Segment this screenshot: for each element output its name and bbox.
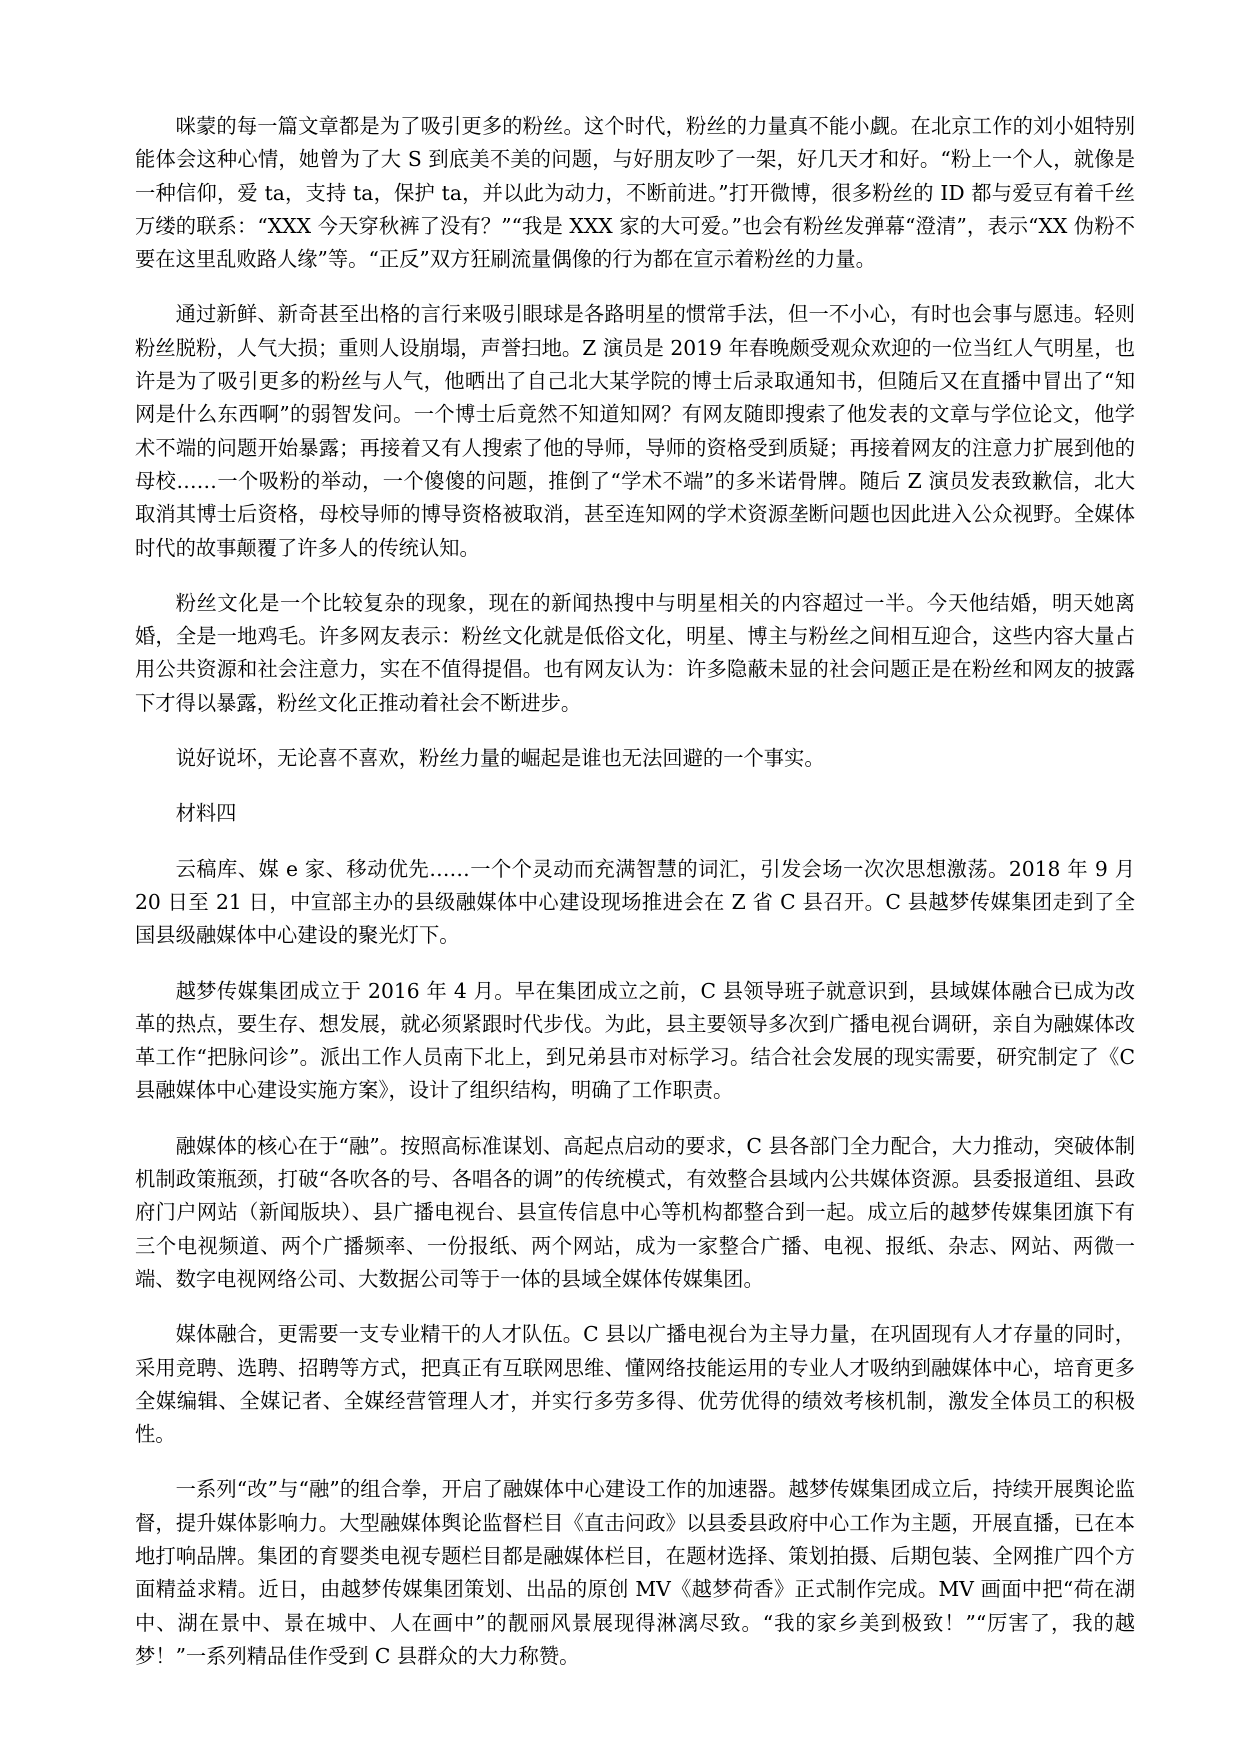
paragraph-integration-core: 融媒体的核心在于“融”。按照高标准谋划、高起点启动的要求，C 县各部门全力配合，大力推动，突破体制机制政策瓶颈，打破“各吹各的号、各唱各的调”的传统模式，有效整合县域内公共媒体资源。县委报道组、县政府门户网站（新闻版块）、县广播电视台、县宣传信息中心等机构都整合到一起。成立后的越梦传媒集团旗下有三个电视频道、两个广播频率、一份报纸、两个网站，成为一家整合广播、电视、报纸、杂志、网站、两微一端、数字电视网络公司、大数据公司等于一体的县域全媒体传媒集团。 [135, 1133, 1135, 1291]
paragraph-fan-culture: 粉丝文化是一个比较复杂的现象，现在的新闻热搜中与明星相关的内容超过一半。今天他结婚，明天她离婚，全是一地鸡毛。许多网友表示：粉丝文化就是低俗文化，明星、博主与粉丝之间相互迎合，这些内容大量占用公共资源和社会注意力，实在不值得提倡。也有网友认为：许多隐蔽未显的社会问题正是在粉丝和网友的披露下才得以暴露，粉丝文化正推动着社会不断进步。 [135, 590, 1135, 715]
section-title: 材料四 [175, 801, 237, 826]
paragraph-achievements: 一系列“改”与“融”的组合拳，开启了融媒体中心建设工作的加速器。越梦传媒集团成立后，持续开展舆论监督，提升媒体影响力。大型融媒体舆论监督栏目《直击问政》以县委县政府中心工作为主题，开展直播，已在本地打响品牌。集团的育婴类电视专题栏目都是融媒体栏目，在题材选择、策划拍摄、后期包装、全网推广四个方面精益求精。近日，由越梦传媒集团策划、出品的原创 MV《越梦荷香》正式制作完成。MV 画面中把“荷在湖中、湖在景中、景在城中、人在画中”的靓丽风景展现得淋漓尽致。“我的家乡美到极致！”“厉害了，我的越梦！”一系列精品佳作受到 C 县群众的大力称赞。 [135, 1477, 1135, 1668]
paragraph-celebrity-backfire: 通过新鲜、新奇甚至出格的言行来吸引眼球是各路明星的惯常手法，但一不小心，有时也会事与愿违。轻则粉丝脱粉，人气大损；重则人设崩塌，声誉扫地。Z 演员是 2019 年春晚颇受观众欢迎的一位当红人气明星，也许是为了吸引更多的粉丝与人气，他晒出了自己北大某学院的博士后录取通知书，但随后又在直播中冒出了“知网是什么东西啊”的弱智发问。一个博士后竟然不知道知网？有网友随即搜索了他发表的文章与学位论文，他学术不端的问题开始暴露；再接着又有人搜索了他的导师，导师的资格受到质疑；再接着网友的注意力扩展到他的母校……一个吸粉的举动，一个傻傻的问题，推倒了“学术不端”的多米诺骨牌。随后 Z 演员发表致歉信，北大取消其博士后资格，母校导师的博导资格被取消，甚至连知网的学术资源垄断问题也因此进入公众视野。全媒体时代的故事颠覆了许多人的传统认知。 [135, 302, 1135, 560]
paragraph-conclusion: 说好说坏，无论喜不喜欢，粉丝力量的崛起是谁也无法回避的一个事实。 [175, 746, 825, 771]
paragraph-fan-power: 咪蒙的每一篇文章都是为了吸引更多的粉丝。这个时代，粉丝的力量真不能小觑。在北京工作的刘小姐特别能体会这种心情，她曾为了大 S 到底美不美的问题，与好朋友吵了一架，好几天才和好。“粉上一个人，就像是一种信仰，爱 ta，支持 ta，保护 ta，并以此为动力，不断前进。”打开微博，很多粉丝的 ID 都与爱豆有着千丝万缕的联系：“XXX 今天穿秋裤了没有？”“我是 XXX 家的大可爱。”也会有粉丝发弹幕“澄清”，表示“XX 伪粉不要在这里乱败路人缘”等。“正反”双方狂刷流量偶像的行为都在宣示着粉丝的力量。 [135, 114, 1135, 272]
paragraph-talent-team: 媒体融合，更需要一支专业精干的人才队伍。C 县以广播电视台为主导力量，在巩固现有人才存量的同时，采用竞聘、选聘、招聘等方式，把真正有互联网思维、懂网络技能运用的专业人才吸纳到融媒体中心，培育更多全媒编辑、全媒记者、全媒经营管理人才，并实行多劳多得、优劳优得的绩效考核机制，激发全体员工的积极性。 [135, 1322, 1135, 1447]
document-page [135, 110, 1135, 1695]
paragraph-group-founding: 越梦传媒集团成立于 2016 年 4 月。早在集团成立之前，C 县领导班子就意识到，县域媒体融合已成为改革的热点，要生存、想发展，就必须紧跟时代步伐。为此，县主要领导多次到广播电视台调研，亲自为融媒体改革工作“把脉问诊”。派出工作人员南下北上，到兄弟县市对标学习。结合社会发展的现实需要，研究制定了《C 县融媒体中心建设实施方案》，设计了组织结构，明确了工作职责。 [135, 978, 1135, 1103]
paragraph-media-conference: 云稿库、媒 e 家、移动优先……一个个灵动而充满智慧的词汇，引发会场一次次思想激荡。2018 年 9 月 20 日至 21 日，中宣部主办的县级融媒体中心建设现场推进会在 Z 省 C 县召开。C 县越梦传媒集团走到了全国县级融媒体中心建设的聚光灯下。 [135, 856, 1135, 948]
